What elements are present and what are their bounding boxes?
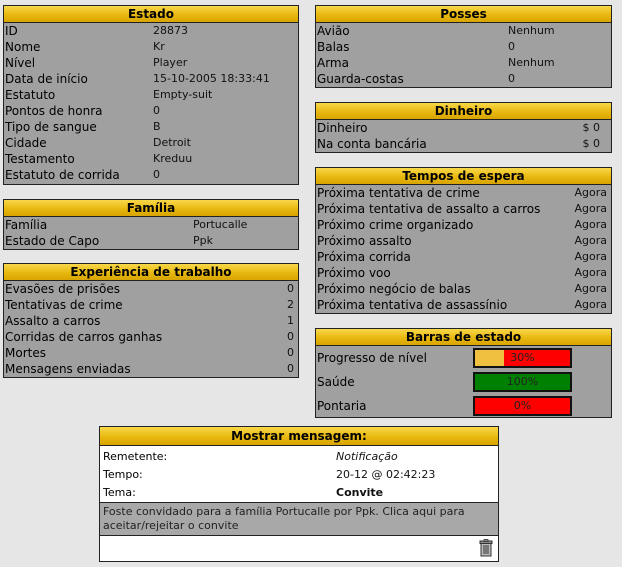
estado-value: 15-10-2005 18:33:41 xyxy=(153,72,270,85)
message-panel xyxy=(99,426,499,562)
experiencia-panel xyxy=(3,263,299,378)
estado-value: Empty-suit xyxy=(153,88,213,101)
estado-label: Pontos de honra xyxy=(5,104,103,118)
message-sender-row xyxy=(102,448,498,466)
familia-label: Estado de Capo xyxy=(5,234,100,248)
time-value: 20-12 @ 02:42:23 xyxy=(336,468,436,481)
posses-label: Balas xyxy=(317,40,350,54)
bar-text: 30% xyxy=(510,351,535,364)
dinheiro-label: Na conta bancária xyxy=(317,137,427,151)
experiencia-row xyxy=(4,297,298,313)
dinheiro-label: Dinheiro xyxy=(317,121,368,135)
tempos-label: Próxima corrida xyxy=(317,250,411,264)
dinheiro-value: $ 0 xyxy=(582,121,600,134)
experiencia-value: 0 xyxy=(287,346,294,359)
barras-panel xyxy=(315,328,612,418)
bar-label: Saúde xyxy=(317,375,355,389)
estado-label: Nível xyxy=(5,56,36,70)
estado-label: Estatuto de corrida xyxy=(5,168,120,182)
posses-row xyxy=(316,55,611,71)
tempos-title: Tempos de espera xyxy=(316,168,611,185)
sender-value: Notificação xyxy=(336,450,398,463)
estado-panel xyxy=(3,5,299,185)
experiencia-label: Mortes xyxy=(5,346,46,360)
posses-panel xyxy=(315,5,612,88)
experiencia-title: Experiência de trabalho xyxy=(4,264,298,281)
estado-label: Estatuto xyxy=(5,88,56,102)
experiencia-label: Evasões de prisões xyxy=(5,282,121,296)
familia-value: Ppk xyxy=(193,234,213,247)
experiencia-row xyxy=(4,281,298,297)
bar-text: 100% xyxy=(506,375,539,388)
posses-label: Avião xyxy=(317,24,350,38)
bar-label: Pontaria xyxy=(317,399,367,413)
message-meta xyxy=(100,446,498,502)
experiencia-value: 0 xyxy=(287,282,294,295)
tempos-row xyxy=(316,201,611,217)
tempos-value: Agora xyxy=(574,250,607,263)
estado-title: Estado xyxy=(4,6,298,23)
message-title: Mostrar mensagem: xyxy=(100,427,498,446)
message-time-row xyxy=(102,466,498,484)
experiencia-value: 0 xyxy=(287,330,294,343)
experiencia-value: 2 xyxy=(287,298,294,311)
bar-row-progresso xyxy=(316,346,611,370)
estado-value: Player xyxy=(153,56,188,69)
tempos-value: Agora xyxy=(574,282,607,295)
message-footer xyxy=(100,536,498,560)
tempos-row xyxy=(316,265,611,281)
subject-label: Tema: xyxy=(103,486,136,499)
familia-label: Família xyxy=(5,218,48,232)
estado-row-nivel xyxy=(4,55,298,71)
tempos-label: Próximo negócio de balas xyxy=(317,282,471,296)
estado-row-id xyxy=(4,23,298,39)
dinheiro-row xyxy=(316,120,611,136)
experiencia-label: Mensagens enviadas xyxy=(5,362,131,376)
experiencia-label: Assalto a carros xyxy=(5,314,101,328)
sender-label: Remetente: xyxy=(103,450,168,463)
experiencia-value: 0 xyxy=(287,362,294,375)
estado-label: Tipo de sangue xyxy=(5,120,97,134)
tempos-row xyxy=(316,249,611,265)
barras-title: Barras de estado xyxy=(316,329,611,346)
estado-label: Testamento xyxy=(5,152,75,166)
estado-value: 28873 xyxy=(153,24,188,37)
estado-value: B xyxy=(153,120,161,133)
estado-value: Detroit xyxy=(153,136,191,149)
tempos-value: Agora xyxy=(574,234,607,247)
posses-value: 0 xyxy=(508,40,515,53)
posses-row xyxy=(316,23,611,39)
familia-panel xyxy=(3,199,299,250)
familia-value: Portucalle xyxy=(193,218,248,231)
estado-value: 0 xyxy=(153,168,160,181)
estado-value: Kreduu xyxy=(153,152,193,165)
estado-row-nome xyxy=(4,39,298,55)
posses-label: Guarda-costas xyxy=(317,72,404,86)
tempos-row xyxy=(316,297,611,313)
time-label: Tempo: xyxy=(103,468,143,481)
message-subject-row xyxy=(102,484,498,502)
tempos-row xyxy=(316,281,611,297)
tempos-value: Agora xyxy=(574,202,607,215)
aim-bar xyxy=(473,396,572,416)
bar-text: 0% xyxy=(513,399,532,412)
dinheiro-title: Dinheiro xyxy=(316,103,611,120)
estado-label: ID xyxy=(5,24,18,38)
posses-row xyxy=(316,71,611,87)
health-bar xyxy=(473,372,572,392)
posses-value: 0 xyxy=(508,72,515,85)
estado-row-pontos-honra xyxy=(4,103,298,119)
estado-row-tipo-sangue xyxy=(4,119,298,135)
estado-label: Nome xyxy=(5,40,41,54)
posses-row xyxy=(316,39,611,55)
estado-row-testamento xyxy=(4,151,298,167)
familia-title: Família xyxy=(4,200,298,217)
posses-label: Arma xyxy=(317,56,349,70)
tempos-panel xyxy=(315,167,612,314)
tempos-row xyxy=(316,185,611,201)
dinheiro-row xyxy=(316,136,611,152)
experiencia-value: 1 xyxy=(287,314,294,327)
estado-row-estatuto-corrida xyxy=(4,167,298,183)
tempos-value: Agora xyxy=(574,266,607,279)
experiencia-row xyxy=(4,361,298,377)
tempos-label: Próximo voo xyxy=(317,266,391,280)
tempos-value: Agora xyxy=(574,218,607,231)
posses-value: Nenhum xyxy=(508,56,555,69)
experiencia-row xyxy=(4,313,298,329)
bar-label: Progresso de nível xyxy=(317,351,427,365)
familia-row-familia xyxy=(4,217,298,233)
estado-row-data-inicio xyxy=(4,71,298,87)
bar-row-pontaria xyxy=(316,394,611,418)
experiencia-row xyxy=(4,329,298,345)
tempos-label: Próxima tentativa de crime xyxy=(317,186,480,200)
tempos-value: Agora xyxy=(574,298,607,311)
tempos-row xyxy=(316,233,611,249)
tempos-label: Próxima tentativa de assalto a carros xyxy=(317,202,541,216)
tempos-row xyxy=(316,217,611,233)
experiencia-label: Tentativas de crime xyxy=(5,298,123,312)
experiencia-row xyxy=(4,345,298,361)
trash-icon[interactable] xyxy=(478,539,494,557)
estado-value: 0 xyxy=(153,104,160,117)
dinheiro-value: $ 0 xyxy=(582,137,600,150)
posses-title: Posses xyxy=(316,6,611,23)
tempos-label: Próximo assalto xyxy=(317,234,412,248)
estado-label: Data de início xyxy=(5,72,88,86)
tempos-value: Agora xyxy=(574,186,607,199)
message-body-link[interactable]: Foste convidado para a família Portucalle por Ppk. Clica aqui para aceitar/rejeitar o convite xyxy=(100,502,498,536)
experiencia-label: Corridas de carros ganhas xyxy=(5,330,163,344)
posses-value: Nenhum xyxy=(508,24,555,37)
estado-row-estatuto xyxy=(4,87,298,103)
bar-row-saude xyxy=(316,370,611,394)
level-progress-bar xyxy=(473,348,572,368)
subject-value: Convite xyxy=(336,486,384,499)
tempos-label: Próximo crime organizado xyxy=(317,218,474,232)
estado-label: Cidade xyxy=(5,136,47,150)
estado-value: Kr xyxy=(153,40,165,53)
estado-row-cidade xyxy=(4,135,298,151)
tempos-label: Próxima tentativa de assassínio xyxy=(317,298,508,312)
dinheiro-panel xyxy=(315,102,612,153)
familia-row-capo xyxy=(4,233,298,249)
